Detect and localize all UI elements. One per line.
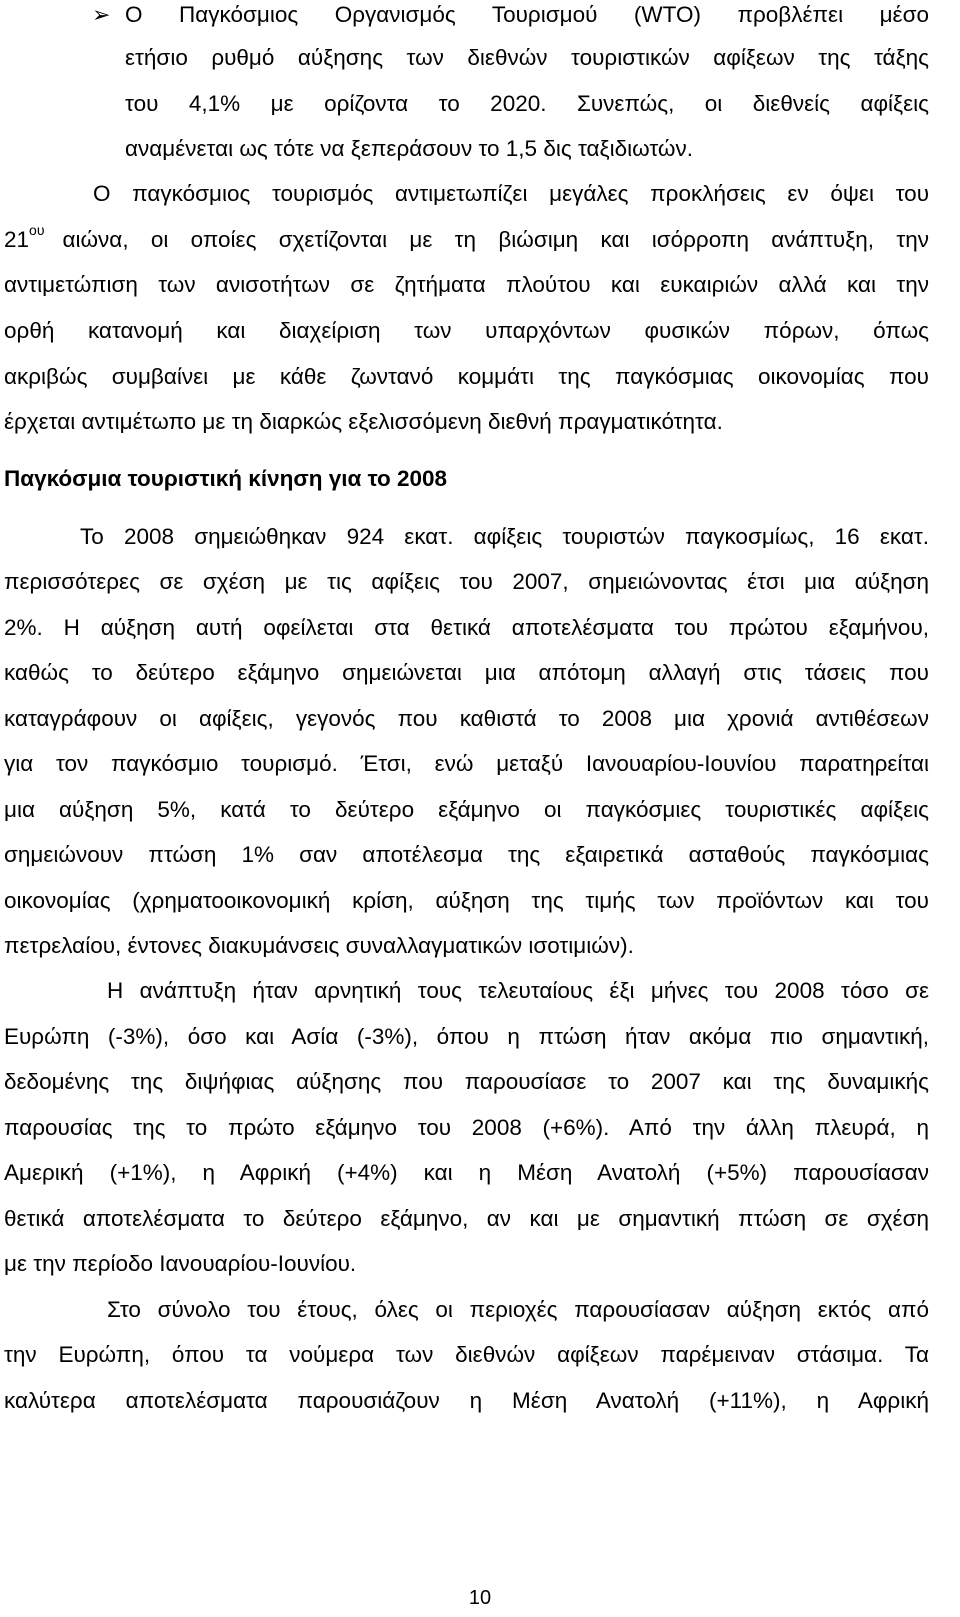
paragraph-line: μια αύξηση 5%, κατά το δεύτερο εξάμηνο οι παγκόσμιες τουριστικές αφίξεις [4,797,929,822]
paragraph-line: έρχεται αντιμέτωπο με τη διαρκώς εξελισσόμενη διεθνή πραγματικότητα. [4,409,723,434]
paragraph-line: δεδομένης της διψήφιας αύξησης που παρουσίασε το 2007 και της δυναμικής [4,1069,929,1094]
paragraph-line: καταγράφουν οι αφίξεις, γεγονός που καθιστά το 2008 μια χρονιά αντιθέσεων [4,706,929,731]
paragraph-line [4,222,929,256]
bullet-marker: ➢ [92,2,111,27]
paragraph-line: περισσότερες σε σχέση με τις αφίξεις του 2007, σημειώνοντας έτσι μια αύξηση [4,569,929,594]
paragraph-line: Ο παγκόσμιος τουρισμός αντιμετωπίζει μεγάλες προκλήσεις εν όψει του [93,181,929,206]
paragraph-line: πετρελαίου, έντονες διακυμάνσεις συναλλαγματικών ισοτιμιών). [4,933,634,958]
page-number: 10 [468,1587,492,1609]
paragraph-line: 2%. Η αύξηση αυτή οφείλεται στα θετικά αποτελέσματα του πρώτου εξαμήνου, [4,615,929,640]
paragraph-line: Στο σύνολο του έτους, όλες οι περιοχές παρουσίασαν αύξηση εκτός από [107,1297,929,1322]
section-heading: Παγκόσμια τουριστική κίνηση για το 2008 [4,466,448,491]
bullet-line: ετήσιο ρυθμό αύξησης των διεθνών τουριστικών αφίξεων της τάξης [125,45,929,70]
paragraph-line: θετικά αποτελέσματα το δεύτερο εξάμηνο, αν και με σημαντική πτώση σε σχέση [4,1206,929,1231]
bullet-line: αναμένεται ως τότε να ξεπεράσουν το 1,5 δις ταξιδιωτών. [125,136,694,161]
ordinal-superscript: ου [29,222,45,238]
paragraph-line: την Ευρώπη, όπου τα νούμερα των διεθνών αφίξεων παρέμειναν στάσιμα. Τα [4,1342,929,1367]
paragraph-line: Αμερική (+1%), η Αφρική (+4%) και η Μέση Ανατολή (+5%) παρουσίασαν [4,1160,929,1185]
paragraph-line-rest: αιώνα, οι οποίες σχετίζονται με τη βιώσιμη και ισόρροπη ανάπτυξη, την [62,227,929,252]
paragraph-line: καθώς το δεύτερο εξάμηνο σημειώνεται μια απότομη αλλαγή στις τάσεις που [4,660,929,685]
paragraph-line: Ευρώπη (-3%), όσο και Ασία (-3%), όπου η πτώση ήταν ακόμα πιο σημαντική, [4,1024,929,1049]
paragraph-line: παρουσίας της το πρώτο εξάμηνο του 2008 (+6%). Από την άλλη πλευρά, η [4,1115,929,1140]
paragraph-line: Η ανάπτυξη ήταν αρνητική τους τελευταίους έξι μήνες του 2008 τόσο σε [107,978,929,1003]
century-number: 21 [4,227,30,252]
bullet-line: Ο Παγκόσμιος Οργανισμός Τουρισμού (WTO) προβλέπει μέσο [125,2,929,27]
paragraph-line: σημειώνουν πτώση 1% σαν αποτέλεσμα της εξαιρετικά ασταθούς παγκόσμιας [4,842,929,867]
paragraph-line: για τον παγκόσμιο τουρισμό. Έτσι, ενώ μεταξύ Ιανουαρίου-Ιουνίου παρατηρείται [4,751,929,776]
paragraph-line: Το 2008 σημειώθηκαν 924 εκατ. αφίξεις τουριστών παγκοσμίως, 16 εκατ. [80,524,929,549]
paragraph-line: καλύτερα αποτελέσματα παρουσιάζουν η Μέση Ανατολή (+11%), η Αφρική [4,1388,929,1413]
paragraph-line: αντιμετώπιση των ανισοτήτων σε ζητήματα πλούτου και ευκαιριών αλλά και την [4,272,929,297]
paragraph-line: ακριβώς συμβαίνει με κάθε ζωντανό κομμάτι της παγκόσμιας οικονομίας που [4,364,929,389]
paragraph-line: οικονομίας (χρηματοοικονομική κρίση, αύξηση της τιμής των προϊόντων και του [4,888,929,913]
paragraph-line: ορθή κατανομή και διαχείριση των υπαρχόντων φυσικών πόρων, όπως [4,318,929,343]
paragraph-line: με την περίοδο Ιανουαρίου-Ιουνίου. [4,1251,357,1276]
bullet-line: του 4,1% με ορίζοντα το 2020. Συνεπώς, οι διεθνείς αφίξεις [125,91,929,116]
